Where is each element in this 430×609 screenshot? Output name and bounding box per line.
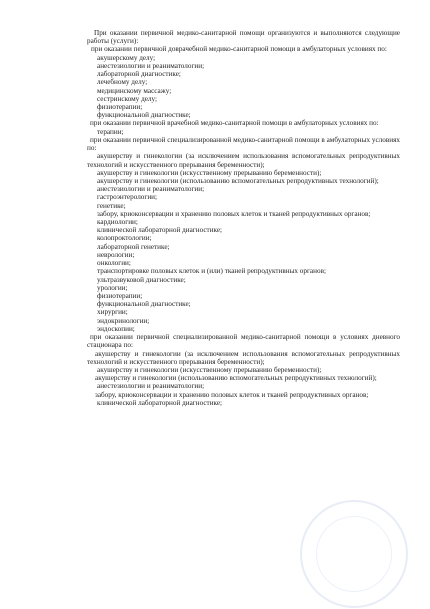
list-item: функциональной диагностике; — [97, 111, 191, 120]
list-item: анестезиологии и реаниматологии; — [97, 382, 205, 391]
list-item: акушерству и гинекологии (искусственному прерыванию беременности); — [97, 365, 322, 374]
intro-paragraph: При оказании первичной медико-санитарной помощи организуются и выполняются следующие работы (услуги): — [87, 29, 400, 46]
list-item: кардиологии; — [97, 218, 138, 227]
section-heading: при оказании первичной специализированной медико-санитарной помощи в условиях дневного стационара по: — [87, 333, 400, 350]
list-item: физиотерапии; — [97, 102, 143, 111]
list-item: лабораторной генетике; — [97, 242, 170, 251]
faded-stamp-inner-ring — [316, 516, 392, 592]
document-body — [87, 29, 400, 407]
list-item: клинической лабораторной диагностике; — [97, 226, 223, 235]
list-item: забору, криоконсервации и хранению половых клеток и тканей репродуктивных органов; — [95, 390, 369, 399]
list-item: колопроктологии; — [97, 234, 152, 243]
list-item: транспортировке половых клеток и (или) тканей репродуктивных органов; — [97, 267, 326, 276]
list-item: неврологии; — [97, 250, 135, 259]
list-item: терапии; — [97, 127, 124, 136]
list-item: акушерству и гинекологии (использованию вспомогательных репродуктивных технологий); — [95, 374, 377, 383]
list-item: лабораторной диагностике; — [97, 70, 181, 79]
list-item: генетике; — [97, 201, 126, 210]
list-item: акушерству и гинекологии (использованию вспомогательных репродуктивных технологий); — [97, 176, 379, 185]
section-heading: при оказании первичной доврачебной медико-санитарной помощи в амбулаторных условиях по: — [91, 45, 387, 54]
list-item: медицинскому массажу; — [97, 86, 172, 95]
list-item: эндоскопии; — [97, 324, 135, 333]
list-item: лечебному делу; — [97, 78, 148, 87]
list-item: эндокринологии; — [97, 316, 150, 325]
faded-stamp — [300, 500, 408, 608]
list-item: урологии; — [97, 283, 128, 292]
list-item: гастроэнтерологии; — [97, 193, 158, 202]
list-item: сестринскому делу; — [97, 94, 157, 103]
list-item: анестезиологии и реаниматологии; — [97, 61, 205, 70]
section-heading: при оказании первичной специализированной медико-санитарной помощи в амбулаторных условиях по: — [87, 135, 400, 153]
list-item: хирургии; — [97, 308, 128, 317]
list-item: онкологии; — [97, 259, 131, 268]
list-item: забору, криоконсервации и хранению половых клеток и тканей репродуктивных органов; — [97, 209, 371, 218]
list-item: анестезиологии и реаниматологии; — [97, 185, 205, 194]
list-item: акушерству и гинекологии (за исключением использования вспомогательных репродуктивных технологий и искусственного прерывания беременности); — [87, 349, 400, 366]
list-item: акушерскому делу; — [97, 53, 156, 62]
list-item: ультразвуковой диагностике; — [97, 275, 186, 284]
list-item: акушерству и гинекологии (искусственному прерыванию беременности); — [97, 168, 322, 177]
list-item: физиотерапии; — [97, 292, 143, 300]
list-item: функциональной диагностике; — [97, 300, 191, 309]
list-item: акушерству и гинекологии (за исключением использования вспомогательных репродуктивных технологий и искусственного прерывания беременности); — [87, 152, 400, 169]
list-item: клинической лабораторной диагностике; — [97, 398, 223, 407]
section-heading: при оказании первичной врачебной медико-санитарной помощи в амбулаторных условиях по: — [90, 119, 379, 128]
